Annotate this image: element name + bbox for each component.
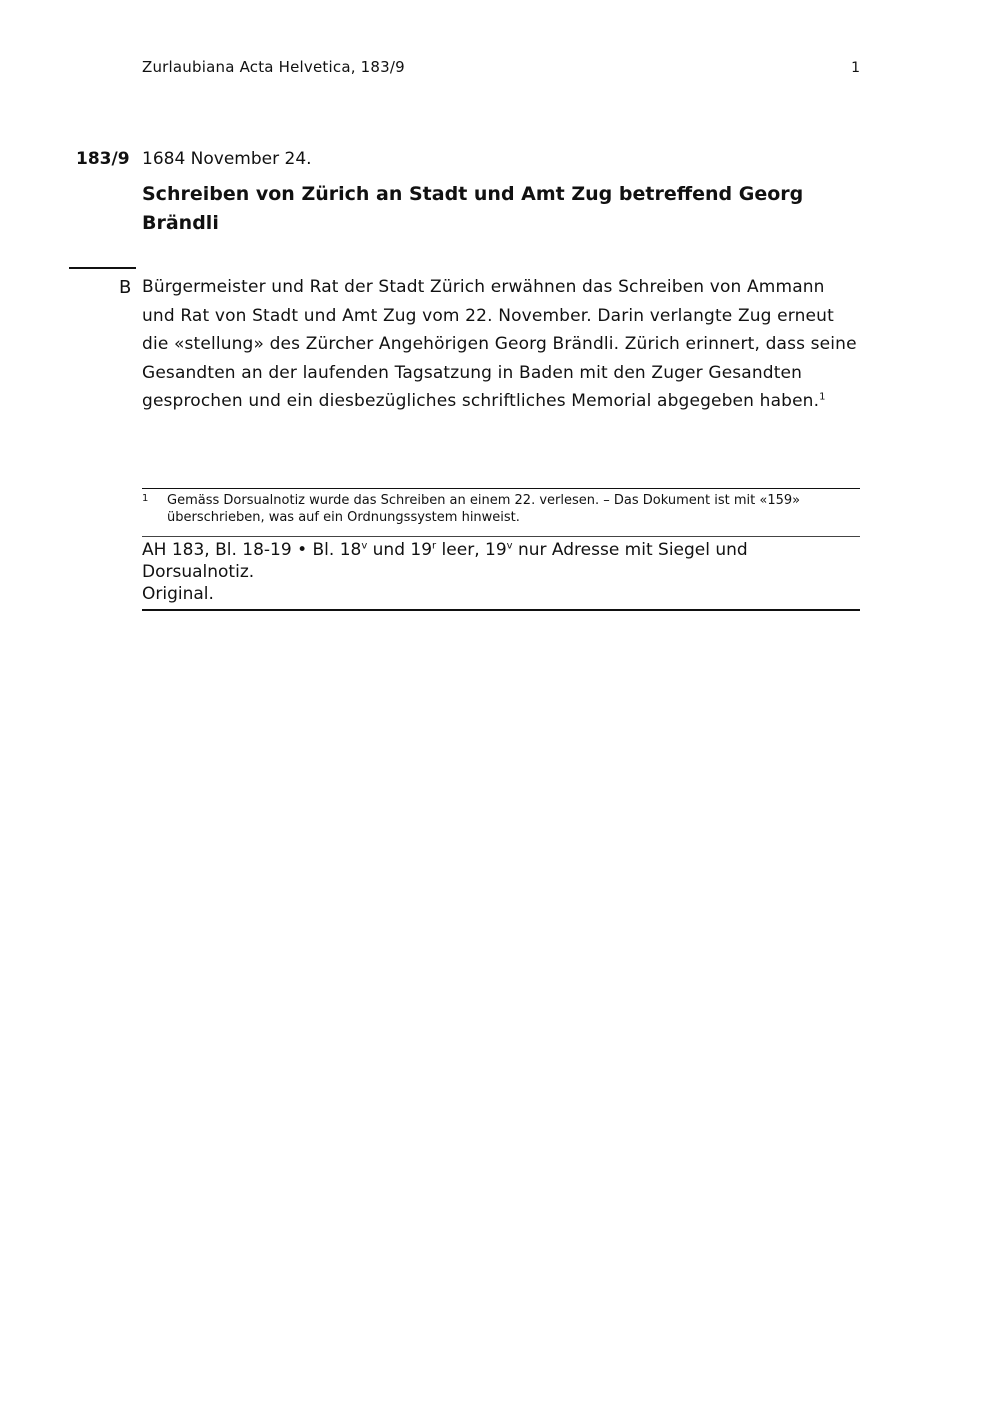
- source-sup-1: v: [361, 540, 368, 552]
- source-part-2: und 19: [367, 540, 433, 560]
- regest-body: Bürgermeister und Rat der Stadt Zürich erwähnen das Schreiben von Ammann und Rat von Stadt und Amt Zug vom 22. November. Darin verlangte Zug erneut die «stellung» des Zürcher Angehörigen Georg Brändli. Zürich erinnert, dass seine Gesandten an der laufenden Tagsatzung in Baden mit den Zuger Gesandten gesprochen und ein diesbezügliches schriftliches Memorial abgegeben haben.: [142, 277, 857, 412]
- source-part-1: AH 183, Bl. 18-19 • Bl. 18: [142, 540, 362, 560]
- source-sup-3: v: [506, 540, 513, 552]
- source-description: [142, 539, 860, 583]
- running-head: Zurlaubiana Acta Helvetica, 183/9: [142, 58, 405, 76]
- footnote-number: 1: [142, 493, 149, 504]
- document-title: Schreiben von Zürich an Stadt und Amt Zug betreffend Georg Brändli: [142, 183, 804, 234]
- margin-rule: [69, 267, 136, 269]
- regest-text: [142, 273, 860, 416]
- footnote: [142, 492, 860, 526]
- source-part-4: nur Adresse mit Siegel und Dorsualnotiz.: [142, 540, 748, 582]
- page-number: 1: [851, 60, 860, 76]
- source-divider: [142, 536, 860, 537]
- section-letter: B: [119, 277, 132, 298]
- source-sup-2: r: [432, 540, 437, 552]
- document-number: 183/9: [76, 149, 130, 169]
- source-bottom-rule: [142, 609, 860, 611]
- source-block: [142, 539, 860, 605]
- footnote-text: Gemäss Dorsualnotiz wurde das Schreiben an einem 22. verlesen. – Das Dokument ist mit «159» überschrieben, was auf ein Ordnungssystem hinweist.: [167, 493, 801, 525]
- footnote-divider: [142, 488, 860, 489]
- footnote-ref[interactable]: 1: [819, 391, 826, 403]
- document-date: 1684 November 24.: [142, 149, 312, 169]
- source-part-3: leer, 19: [436, 540, 507, 560]
- source-status: Original.: [142, 584, 214, 604]
